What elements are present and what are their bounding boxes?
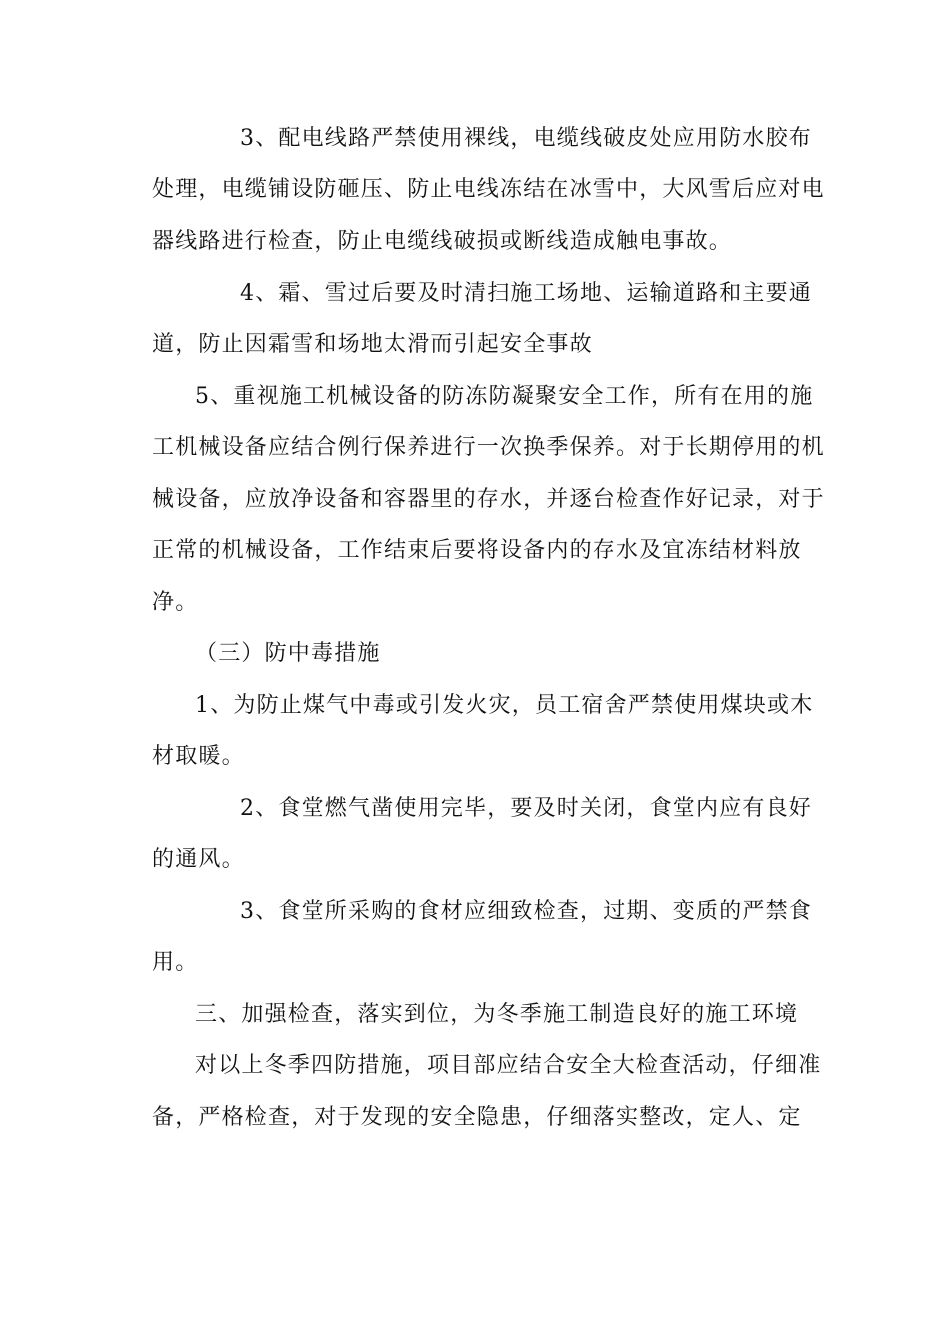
text-line: 3、食堂所采购的食材应细致检查，过期、变质的严禁食 bbox=[240, 899, 812, 924]
text-line: 处理，电缆铺设防砸压、防止电线冻结在冰雪中，大风雪后应对电 bbox=[152, 177, 825, 202]
text-line: 材取暖。 bbox=[152, 744, 245, 769]
text-line: 1、为防止煤气中毒或引发火灾，员工宿舍严禁使用煤块或木 bbox=[195, 693, 814, 718]
text-line: 4、霜、雪过后要及时清扫施工场地、运输道路和主要通 bbox=[240, 281, 812, 306]
text-line: 器线路进行检查，防止电缆线破损或断线造成触电事故。 bbox=[152, 229, 733, 254]
section-heading: （三）防中毒措施 bbox=[195, 641, 381, 666]
text-line: 2、食堂燃气凿使用完毕，要及时关闭，食堂内应有良好 bbox=[240, 796, 812, 821]
text-line: 道，防止因霜雪和场地太滑而引起安全事故 bbox=[152, 332, 593, 357]
text-line: 备，严格检查，对于发现的安全隐患，仔细落实整改，定人、定 bbox=[152, 1105, 802, 1130]
text-line: 3、配电线路严禁使用裸线，电缆线破皮处应用防水胶布 bbox=[240, 126, 812, 151]
section-heading: 三、加强检查，落实到位，为冬季施工制造良好的施工环境 bbox=[195, 1002, 799, 1027]
text-line: 械设备，应放净设备和容器里的存水，并逐台检查作好记录，对于 bbox=[152, 487, 825, 512]
text-line: 工机械设备应结合例行保养进行一次换季保养。对于长期停用的机 bbox=[152, 435, 825, 460]
text-line: 正常的机械设备，工作结束后要将设备内的存水及宜冻结材料放 bbox=[152, 538, 802, 563]
text-line: 的通风。 bbox=[152, 847, 245, 872]
text-line: 对以上冬季四防措施，项目部应结合安全大检查活动，仔细准 bbox=[195, 1053, 822, 1078]
text-line: 净。 bbox=[152, 590, 199, 615]
text-line: 5、重视施工机械设备的防冻防凝聚安全工作，所有在用的施 bbox=[195, 384, 814, 409]
text-line: 用。 bbox=[152, 950, 199, 975]
